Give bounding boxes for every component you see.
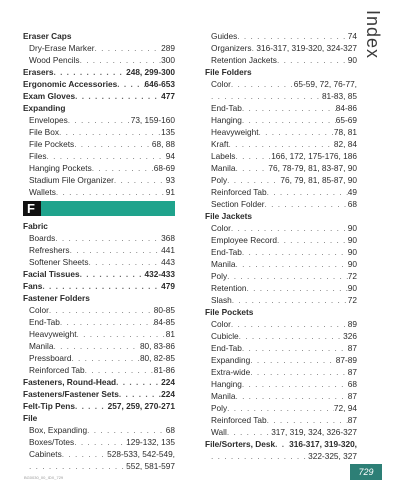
dot-leader	[227, 402, 334, 414]
entry-label: End-Tab	[211, 343, 242, 353]
index-heading	[205, 210, 357, 222]
dot-leader	[92, 162, 154, 174]
index-subentry	[205, 102, 357, 114]
page-reference: 322-325, 327	[308, 451, 357, 461]
right-column	[205, 30, 357, 462]
page-reference: 552, 581-597	[126, 461, 175, 471]
page-reference: 82, 84	[333, 139, 357, 149]
index-subentry	[205, 450, 357, 462]
page-reference: 65-59, 72, 76-77,	[293, 79, 357, 89]
page-reference: 317, 319, 324, 326-327	[271, 427, 357, 437]
index-heading	[205, 438, 357, 450]
dot-leader	[231, 318, 348, 330]
page-reference: 257, 259, 270-271	[107, 401, 175, 411]
index-subentry	[23, 316, 175, 328]
index-subentry	[205, 162, 357, 174]
dot-leader	[59, 126, 161, 138]
dot-leader	[47, 150, 166, 162]
index-heading	[23, 388, 175, 400]
index-subentry	[205, 414, 357, 426]
dot-leader	[231, 222, 348, 234]
index-subentry	[205, 330, 357, 342]
entry-label: Expanding	[211, 355, 251, 365]
entry-label: Manila	[211, 259, 236, 269]
page-reference: 84-86	[335, 103, 357, 113]
page-reference: 68-69	[153, 163, 175, 173]
page-reference: 81-86	[153, 365, 175, 375]
index-subentry	[205, 246, 357, 258]
dot-leader	[235, 390, 347, 402]
index-subentry	[205, 54, 357, 66]
page-reference: 80, 82-85	[139, 353, 175, 363]
dot-leader	[116, 376, 161, 388]
index-subentry	[23, 304, 175, 316]
entry-label: Stadium File Organizer	[29, 175, 114, 185]
dot-leader	[29, 460, 126, 472]
entry-label: End-Tab	[211, 103, 242, 113]
index-subentry	[205, 282, 357, 294]
index-subentry	[205, 138, 357, 150]
index-subentry	[205, 318, 357, 330]
page-reference: 479	[161, 281, 175, 291]
page-reference: 78, 81	[333, 127, 357, 137]
index-heading	[23, 66, 175, 78]
page-reference: 65-69	[335, 115, 357, 125]
page-reference: 81	[165, 329, 175, 339]
entry-label: Boards	[29, 233, 56, 243]
dot-leader	[94, 42, 161, 54]
page-reference: 89	[347, 319, 357, 329]
entry-label: File Pockets	[205, 307, 254, 317]
dot-leader	[227, 426, 271, 438]
page-reference: 87	[347, 367, 357, 377]
index-subentry	[23, 138, 175, 150]
index-subentry	[23, 126, 175, 138]
page-reference: 90	[347, 223, 357, 233]
dot-leader	[74, 436, 126, 448]
dot-leader	[85, 364, 154, 376]
entry-label: Organizers	[211, 43, 252, 53]
index-subentry	[205, 90, 357, 102]
page-reference: 90	[347, 247, 357, 257]
index-subentry	[205, 42, 357, 54]
entry-label: Softener Sheets	[29, 257, 89, 267]
entry-label: Boxes/Totes	[29, 437, 75, 447]
page-reference: 316-317, 319-320,	[289, 439, 357, 449]
page-reference: 74	[347, 31, 357, 41]
index-subentry	[23, 436, 175, 448]
dot-leader	[242, 102, 336, 114]
dot-leader	[277, 234, 348, 246]
entry-label: File Pockets	[29, 139, 75, 149]
entry-label: Wall	[211, 427, 227, 437]
entry-label: Reinforced Tab	[211, 415, 267, 425]
dot-leader	[56, 186, 166, 198]
page-number: 729	[350, 464, 382, 480]
page-reference: 224	[161, 389, 175, 399]
page-reference: 49	[347, 187, 357, 197]
entry-label: File Folders	[205, 67, 252, 77]
page-reference: 87-89	[335, 355, 357, 365]
index-subentry	[205, 354, 357, 366]
index-subentry	[23, 352, 175, 364]
dot-leader	[53, 340, 139, 352]
index-subentry	[23, 328, 175, 340]
entry-label: Fans	[23, 281, 43, 291]
page-reference: 90	[347, 235, 357, 245]
page-reference: 441	[161, 245, 175, 255]
page-reference: 87	[347, 343, 357, 353]
index-heading	[23, 90, 175, 102]
index-subentry	[23, 460, 175, 472]
entry-label: Refreshers	[29, 245, 70, 255]
page-reference: 90	[347, 55, 357, 65]
index-heading	[23, 78, 175, 90]
dot-leader	[89, 256, 162, 268]
index-heading	[23, 376, 175, 388]
entry-label: Wood Pencils	[29, 55, 80, 65]
entry-label: Labels	[211, 151, 236, 161]
index-subentry	[23, 448, 175, 460]
entry-label: Fasteners/Fastener Sets	[23, 389, 119, 399]
index-title: Index	[363, 10, 383, 60]
page-reference: 87	[347, 391, 357, 401]
page-reference: 368	[161, 233, 175, 243]
entry-label: Color	[29, 305, 49, 315]
entry-label: Envelopes	[29, 115, 68, 125]
entry-label: Wallets	[29, 187, 56, 197]
dot-leader	[267, 186, 348, 198]
index-subentry	[205, 114, 357, 126]
index-subentry	[205, 186, 357, 198]
index-subentry	[205, 126, 357, 138]
entry-label: Poly	[211, 271, 228, 281]
page-reference: 326	[343, 331, 357, 341]
index-subentry	[205, 258, 357, 270]
dot-leader	[275, 438, 289, 450]
dot-leader	[242, 246, 348, 258]
page-reference: 300	[161, 55, 175, 65]
page-reference: 90	[347, 259, 357, 269]
index-heading	[23, 400, 175, 412]
entry-label: Fasteners, Round-Head	[23, 377, 117, 387]
dot-leader	[117, 78, 144, 90]
page-reference: 73, 159-160	[130, 115, 175, 125]
dot-leader	[259, 126, 334, 138]
page-reference: 248, 299-300	[126, 67, 175, 77]
index-subentry	[23, 232, 175, 244]
entry-label: Cabinets	[29, 449, 62, 459]
entry-label: Dry-Erase Marker	[29, 43, 95, 53]
page-reference: 477	[161, 91, 175, 101]
index-subentry	[23, 42, 175, 54]
index-subentry	[23, 244, 175, 256]
index-subentry	[205, 150, 357, 162]
page-reference: 94	[165, 151, 175, 161]
dot-leader	[211, 90, 322, 102]
entry-label: Poly	[211, 175, 228, 185]
index-subentry	[205, 402, 357, 414]
index-subentry	[205, 198, 357, 210]
entry-label: Box, Expanding	[29, 425, 88, 435]
index-subentry	[205, 234, 357, 246]
page-reference: 76, 78-79, 81, 83-87, 90	[268, 163, 357, 173]
entry-label: Manila	[211, 163, 236, 173]
dot-leader	[62, 448, 107, 460]
dot-leader	[239, 330, 343, 342]
entry-label: Reinforced Tab	[29, 365, 85, 375]
index-subentry	[23, 256, 175, 268]
dot-leader	[242, 114, 336, 126]
index-subentry	[23, 174, 175, 186]
page-reference: 72	[347, 271, 357, 281]
page-reference: 93	[165, 175, 175, 185]
entry-label: File Jackets	[205, 211, 253, 221]
dot-leader	[74, 138, 152, 150]
dot-leader	[250, 366, 348, 378]
index-heading	[23, 220, 175, 232]
page-reference: 443	[161, 257, 175, 267]
dot-leader	[55, 232, 161, 244]
page-reference: 646-653	[144, 79, 175, 89]
dot-leader	[119, 388, 161, 400]
page-reference: 90	[347, 283, 357, 293]
dot-leader	[75, 400, 108, 412]
entry-label: Cubicle	[211, 331, 239, 341]
dot-leader	[75, 90, 161, 102]
page-reference: 87	[347, 415, 357, 425]
entry-label: Hanging Pockets	[29, 163, 92, 173]
index-subentry	[23, 364, 175, 376]
entry-label: End-Tab	[211, 247, 242, 257]
entry-label: Erasers	[23, 67, 54, 77]
dot-leader	[232, 294, 348, 306]
section-letter: F	[23, 201, 41, 216]
page-reference: 432-433	[144, 269, 175, 279]
index-subentry	[23, 340, 175, 352]
entry-label: Eraser Caps	[23, 31, 72, 41]
index-subentry	[205, 342, 357, 354]
entry-label: Color	[211, 319, 231, 329]
entry-label: Fastener Folders	[23, 293, 90, 303]
page-reference: 528-533, 542-549,	[107, 449, 175, 459]
dot-leader	[60, 316, 154, 328]
page-reference: 68	[347, 199, 357, 209]
dot-leader	[80, 268, 145, 280]
dot-leader	[227, 270, 348, 282]
entry-label: Expanding	[23, 103, 66, 113]
entry-label: End-Tab	[29, 317, 60, 327]
entry-label: Hanging	[211, 379, 242, 389]
page-reference: 91	[165, 187, 175, 197]
entry-label: Kraft	[211, 139, 229, 149]
index-heading	[23, 30, 175, 42]
entry-label: Slash	[211, 295, 232, 305]
dot-leader	[87, 424, 166, 436]
entry-label: Retention	[211, 283, 247, 293]
index-subentry	[205, 174, 357, 186]
entry-label: Employee Record	[211, 235, 277, 245]
dot-leader	[114, 174, 166, 186]
dot-leader	[71, 352, 140, 364]
dot-leader	[237, 30, 347, 42]
index-heading	[205, 66, 357, 78]
dot-leader	[235, 258, 347, 270]
entry-label: Color	[211, 223, 231, 233]
index-subentry	[205, 222, 357, 234]
dot-leader	[242, 342, 348, 354]
entry-label: File Box	[29, 127, 59, 137]
dot-leader	[247, 282, 348, 294]
dot-leader	[250, 354, 336, 366]
dot-leader	[77, 328, 166, 340]
section-letter-bar	[23, 201, 175, 216]
dot-leader	[42, 280, 161, 292]
index-subentry	[23, 162, 175, 174]
entry-label: Poly	[211, 403, 228, 413]
entry-label: Felt-Tip Pens	[23, 401, 75, 411]
entry-label: Ergonomic Accessories	[23, 79, 118, 89]
entry-label: Guides	[211, 31, 238, 41]
entry-label: File/Sorters, Desk	[205, 439, 276, 449]
page-reference: 81-83, 85	[321, 91, 357, 101]
dot-leader	[211, 450, 308, 462]
entry-label: Heavyweight	[211, 127, 259, 137]
dot-leader	[229, 138, 334, 150]
dot-leader	[53, 66, 126, 78]
dot-leader	[235, 150, 271, 162]
index-subentry	[23, 424, 175, 436]
page-reference: 68	[165, 425, 175, 435]
dot-leader	[68, 114, 131, 126]
page-reference: 72	[347, 295, 357, 305]
dot-leader	[242, 378, 348, 390]
index-subentry	[23, 114, 175, 126]
page-reference: 135	[161, 127, 175, 137]
dot-leader	[267, 414, 348, 426]
index-subentry	[205, 366, 357, 378]
dot-leader	[265, 198, 348, 210]
footer-code: BG0030_00_IDX_729	[24, 475, 64, 480]
page-reference: 68	[347, 379, 357, 389]
entry-label: Facial Tissues	[23, 269, 80, 279]
index-subentry	[205, 426, 357, 438]
page-reference: 84-85	[153, 317, 175, 327]
page-reference: 80-85	[153, 305, 175, 315]
page-reference: 72, 94	[333, 403, 357, 413]
dot-leader	[277, 54, 348, 66]
entry-label: Files	[29, 151, 47, 161]
index-subentry	[23, 150, 175, 162]
dot-leader	[227, 174, 280, 186]
index-heading	[23, 102, 175, 114]
page-reference: 76, 79, 81, 85-87, 90	[280, 175, 357, 185]
entry-label: Hanging	[211, 115, 242, 125]
index-heading	[23, 268, 175, 280]
dot-leader	[231, 78, 294, 90]
index-heading	[23, 412, 175, 424]
page-reference: 80, 83-86	[139, 341, 175, 351]
page-reference: 129-132, 135	[126, 437, 175, 447]
index-subentry	[205, 378, 357, 390]
index-subentry	[205, 270, 357, 282]
section-band	[41, 201, 175, 216]
index-heading	[23, 292, 175, 304]
page-reference: 316-317, 319-320, 324-327	[256, 43, 357, 53]
page-reference: 68, 88	[151, 139, 175, 149]
dot-leader	[49, 304, 154, 316]
entry-label: Section Folder	[211, 199, 265, 209]
entry-label: Reinforced Tab	[211, 187, 267, 197]
dot-leader	[235, 162, 268, 174]
entry-label: Manila	[211, 391, 236, 401]
index-heading	[205, 306, 357, 318]
dot-leader	[70, 244, 162, 256]
entry-label: Fabric	[23, 221, 48, 231]
entry-label: Extra-wide	[211, 367, 251, 377]
page-reference: 224	[161, 377, 175, 387]
index-subentry	[205, 390, 357, 402]
entry-label: Manila	[29, 341, 54, 351]
entry-label: File	[23, 413, 38, 423]
entry-label: Exam Gloves	[23, 91, 76, 101]
index-subentry	[23, 186, 175, 198]
entry-label: Retention Jackets	[211, 55, 277, 65]
entry-label: Pressboard	[29, 353, 72, 363]
index-subentry	[205, 78, 357, 90]
page-reference: 289	[161, 43, 175, 53]
index-subentry	[23, 54, 175, 66]
entry-label: Heavyweight	[29, 329, 77, 339]
index-subentry	[205, 294, 357, 306]
left-column	[23, 30, 175, 472]
entry-label: Color	[211, 79, 231, 89]
page-reference: 166, 172, 175-176, 186	[271, 151, 357, 161]
index-subentry	[205, 30, 357, 42]
dot-leader	[80, 54, 162, 66]
index-heading	[23, 280, 175, 292]
